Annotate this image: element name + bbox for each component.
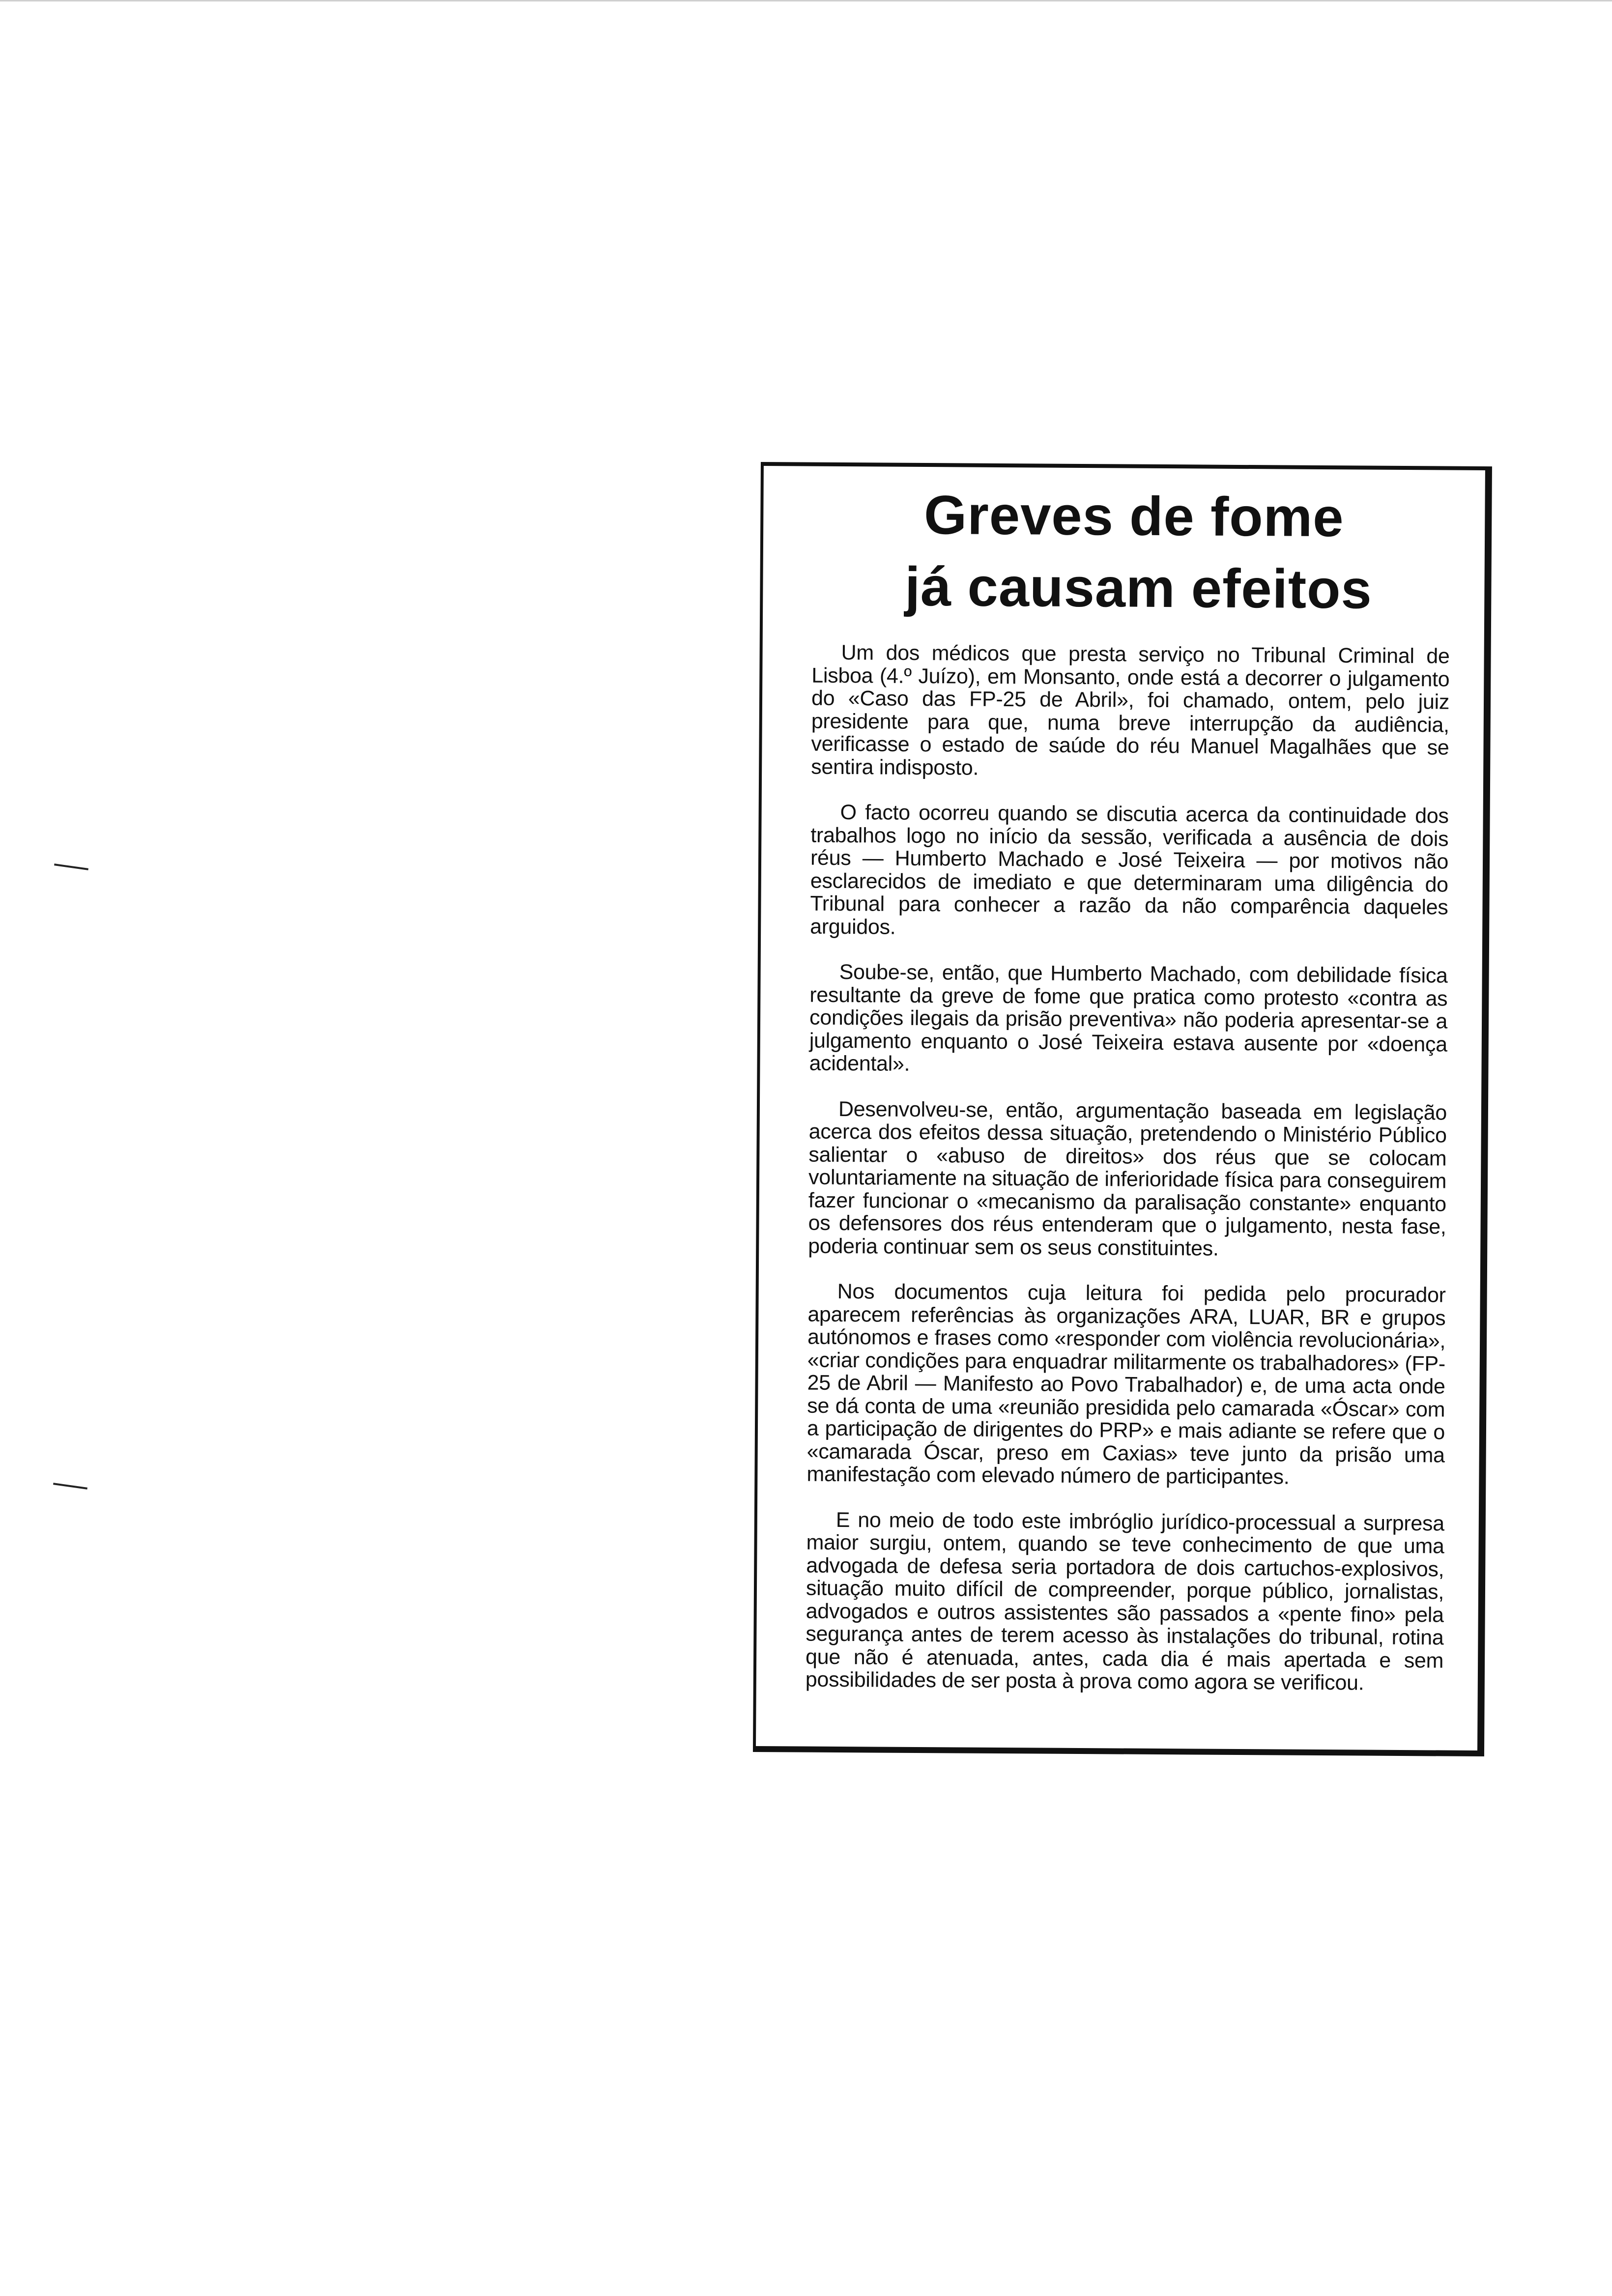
margin-mark: [54, 863, 88, 870]
article-paragraph: Nos documentos cuja leitura foi pedida pelo procurador aparecem referências às organizações ARA, LUAR, BR e grupos autónomos e frases como «responder com violência revolucionária», «criar condições para enquadrar militarmente os trabalhadores» (FP-25 de Abril — Manifesto ao Povo Trabalhador) e, de uma acta onde se dá conta de uma «reunião presidida pelo camarada «Óscar» com a participação de dirigentes do PRP» e mais adiante se refere que o «camarada Óscar, preso em Caxias» teve junto da prisão uma manifestação com elevado número de participantes.: [806, 1279, 1446, 1489]
article-paragraph: Um dos médicos que presta serviço no Tribunal Criminal de Lisboa (4.º Juízo), em Monsanto, onde está a decorrer o julgamento do «Caso das FP-25 de Abril», foi chamado, ontem, pelo juiz presidente para que, numa breve interrupção da audiência, verificasse o estado de saúde do réu Manuel Magalhães que se sentira indisposto.: [811, 641, 1450, 780]
article-paragraph: Soube-se, então, que Humberto Machado, com debilidade física resultante da greve de fome que pratica como protesto «contra as condições ilegais da prisão preventiva» não poderia apresentar-se a julgamento enquanto o José Teixeira estava ausente por «doença acidental».: [809, 960, 1448, 1076]
article-paragraph: E no meio de todo este imbróglio jurídico-processual a surpresa maior surgiu, ontem, quando se teve conhecimento de que uma advogada de defesa seria portadora de dois cartuchos-explosivos, situação muito difícil de compreender, porque público, jornalistas, advogados e outros assistentes são passados a «pente fino» pela segurança antes de terem acesso às instalações do tribunal, rotina que não é atenuada, antes, cada dia é mais apertada e sem possibilidades de ser posta à prova como agora se verificou.: [805, 1508, 1444, 1695]
article-body: [806, 641, 1450, 1695]
article-paragraph: Desenvolveu-se, então, argumentação baseada em legislação acerca dos efeitos dessa situação, pretendendo o Ministério Público salientar o «abuso de direitos» dos réus que se colocam voluntariamente na situação de inferioridade física para conseguirem fazer funcionar o «mecanismo da paralisação constante» enquanto os defensores dos réus entenderam que o julgamento, nesta fase, poderia continuar sem os seus constituintes.: [808, 1097, 1447, 1261]
newspaper-clipping: [753, 462, 1492, 1756]
headline-line-1: Greves de fome: [923, 484, 1344, 548]
margin-mark: [53, 1483, 87, 1490]
headline: [763, 484, 1485, 620]
article-paragraph: O facto ocorreu quando se discutia acerca da continuidade dos trabalhos logo no início da sessão, verificada a ausência de dois réus — Humberto Machado e José Teixeira — por motivos não esclarecidos de imediato e que determinaram uma diligência do Tribunal para conhecer a razão da não comparência daqueles arguidos.: [810, 801, 1449, 939]
scan-top-edge: [0, 0, 1612, 1]
headline-line-2: já causam efeitos: [904, 555, 1373, 620]
